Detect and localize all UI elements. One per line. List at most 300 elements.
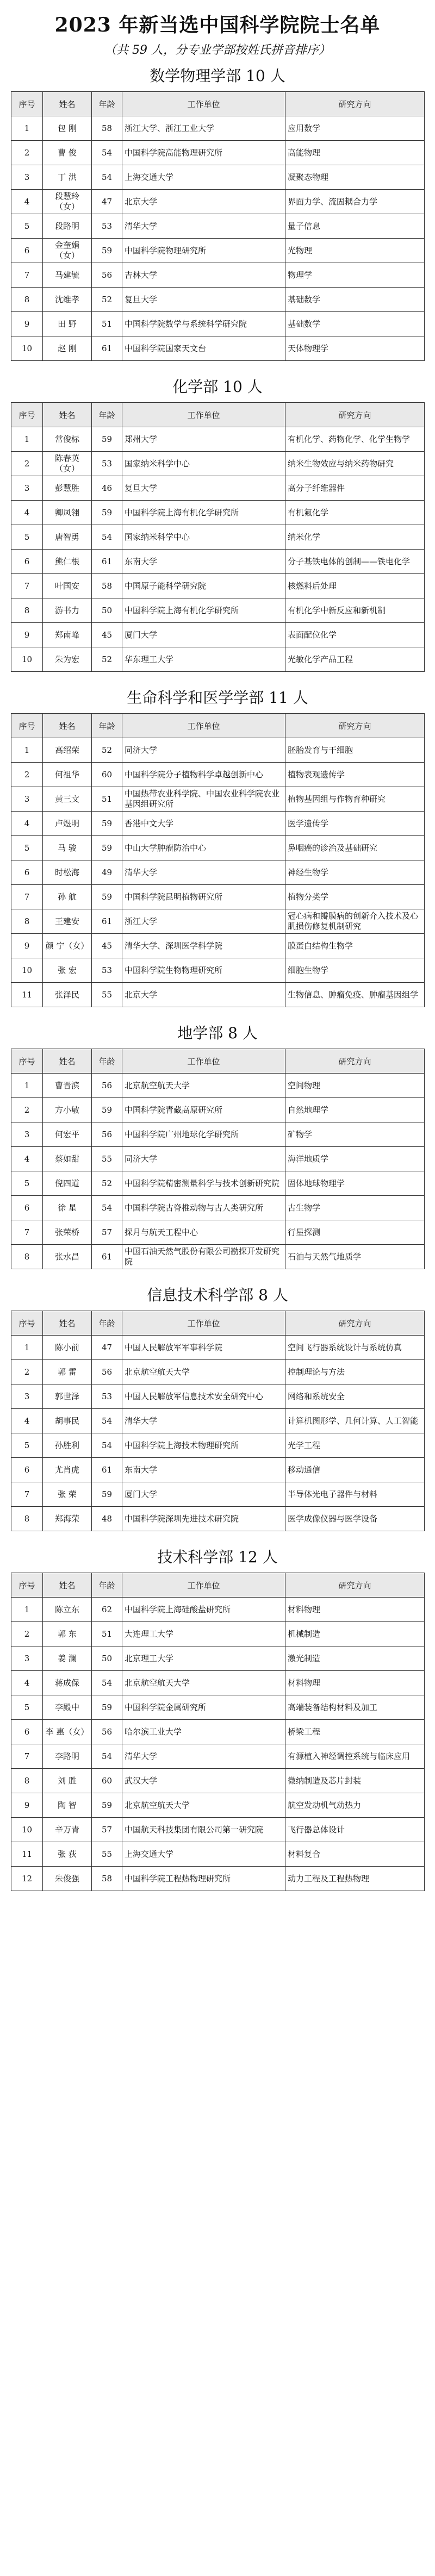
cell-field: 海洋地质学: [285, 1147, 425, 1171]
cell-age: 49: [92, 860, 122, 885]
cell-name: 田 野: [43, 312, 92, 336]
cell-index: 3: [11, 1122, 43, 1147]
cell-age: 52: [92, 288, 122, 312]
cell-index: 6: [11, 1720, 43, 1744]
cell-index: 1: [11, 116, 43, 141]
cell-index: 7: [11, 574, 43, 598]
cell-institution: 北京航空航天大学: [122, 1074, 285, 1098]
cell-age: 54: [92, 1409, 122, 1433]
cell-age: 59: [92, 1695, 122, 1720]
cell-field: 空间物理: [285, 1074, 425, 1098]
cell-age: 56: [92, 263, 122, 288]
cell-institution: 国家纳米科学中心: [122, 452, 285, 476]
cell-index: 5: [11, 1695, 43, 1720]
cell-age: 47: [92, 190, 122, 214]
cell-name: 颜 宁（女）: [43, 934, 92, 958]
table-row: [11, 214, 425, 239]
cell-name: 张 荣: [43, 1482, 92, 1507]
table-row: [11, 312, 425, 336]
cell-field: 移动通信: [285, 1458, 425, 1482]
table-row: [11, 1507, 425, 1531]
cell-institution: 中国科学院精密测量科学与技术创新研究院: [122, 1171, 285, 1196]
cell-institution: 北京大学: [122, 190, 285, 214]
cell-field: 量子信息: [285, 214, 425, 239]
cell-age: 61: [92, 909, 122, 934]
table-row: [11, 647, 425, 672]
cell-index: 3: [11, 1646, 43, 1671]
cell-name: 张水昌: [43, 1245, 92, 1269]
cell-index: 8: [11, 909, 43, 934]
column-header-institution: 工作单位: [122, 1573, 285, 1598]
cell-age: 62: [92, 1598, 122, 1622]
cell-age: 59: [92, 885, 122, 909]
table-row: [11, 501, 425, 525]
cell-field: 有机氟化学: [285, 501, 425, 525]
section: [11, 1283, 424, 1531]
cell-name: 金奎娟（女）: [43, 239, 92, 263]
cell-field: 材料物理: [285, 1598, 425, 1622]
cell-index: 8: [11, 288, 43, 312]
cell-index: 6: [11, 239, 43, 263]
column-header-name: 姓名: [43, 403, 92, 427]
cell-name: 辛万青: [43, 1818, 92, 1842]
column-header-index: 序号: [11, 403, 43, 427]
cell-institution: 中国科学院青藏高原研究所: [122, 1098, 285, 1122]
academician-table: [11, 91, 425, 361]
cell-institution: 复旦大学: [122, 476, 285, 501]
cell-age: 53: [92, 958, 122, 983]
cell-name: 陈立东: [43, 1598, 92, 1622]
table-row: [11, 958, 425, 983]
cell-index: 4: [11, 190, 43, 214]
cell-institution: 中国科学院金属研究所: [122, 1695, 285, 1720]
cell-institution: 国家纳米科学中心: [122, 525, 285, 550]
cell-field: 胚胎发育与干细胞: [285, 738, 425, 763]
column-header-index: 序号: [11, 1311, 43, 1336]
cell-field: 矿物学: [285, 1122, 425, 1147]
academician-table: [11, 402, 425, 672]
cell-field: 应用数学: [285, 116, 425, 141]
cell-name: 张泽民: [43, 983, 92, 1007]
cell-institution: 中国科学院分子植物科学卓越创新中心: [122, 763, 285, 787]
table-row: [11, 787, 425, 812]
cell-field: 鼻咽癌的诊治及基础研究: [285, 836, 425, 860]
cell-name: 马 骏: [43, 836, 92, 860]
cell-name: 王建安: [43, 909, 92, 934]
cell-age: 48: [92, 1507, 122, 1531]
cell-age: 53: [92, 214, 122, 239]
academician-table: [11, 1573, 425, 1891]
cell-index: 6: [11, 860, 43, 885]
cell-index: 1: [11, 1336, 43, 1360]
cell-index: 2: [11, 1098, 43, 1122]
cell-age: 57: [92, 1818, 122, 1842]
cell-index: 3: [11, 1384, 43, 1409]
cell-institution: 清华大学、深圳医学科学院: [122, 934, 285, 958]
cell-field: 半导体光电子器件与材料: [285, 1482, 425, 1507]
cell-name: 郑南峰: [43, 623, 92, 647]
cell-field: 医学遗传学: [285, 812, 425, 836]
cell-name: 张 荻: [43, 1842, 92, 1867]
cell-index: 10: [11, 958, 43, 983]
cell-age: 51: [92, 312, 122, 336]
cell-index: 3: [11, 165, 43, 190]
cell-age: 58: [92, 1867, 122, 1891]
cell-age: 59: [92, 1098, 122, 1122]
cell-age: 59: [92, 427, 122, 452]
cell-age: 59: [92, 1793, 122, 1818]
cell-name: 包 刚: [43, 116, 92, 141]
cell-index: 9: [11, 934, 43, 958]
cell-institution: 北京航空航天大学: [122, 1671, 285, 1695]
cell-institution: 北京航空航天大学: [122, 1793, 285, 1818]
table-row: [11, 1409, 425, 1433]
cell-institution: 中国热带农业科学院、中国农业科学院农业基因组研究所: [122, 787, 285, 812]
column-header-age: 年龄: [92, 1049, 122, 1074]
table-row: [11, 598, 425, 623]
cell-institution: 中国航天科技集团有限公司第一研究院: [122, 1818, 285, 1842]
cell-institution: 复旦大学: [122, 288, 285, 312]
cell-institution: 吉林大学: [122, 263, 285, 288]
cell-index: 10: [11, 1818, 43, 1842]
section-title: 地学部 8 人: [177, 1024, 258, 1042]
cell-index: 1: [11, 427, 43, 452]
cell-age: 46: [92, 476, 122, 501]
table-row: [11, 1598, 425, 1622]
cell-name: 张 宏: [43, 958, 92, 983]
cell-name: 常俊标: [43, 427, 92, 452]
cell-name: 蒋成保: [43, 1671, 92, 1695]
cell-institution: 中山大学肿瘤防治中心: [122, 836, 285, 860]
table-row: [11, 263, 425, 288]
column-header-name: 姓名: [43, 1573, 92, 1598]
section: [11, 375, 424, 672]
academician-table: [11, 1311, 425, 1531]
cell-name: 郑海荣: [43, 1507, 92, 1531]
cell-index: 10: [11, 336, 43, 361]
table-row: [11, 427, 425, 452]
table-row: [11, 1818, 425, 1842]
cell-institution: 中国科学院上海技术物理研究所: [122, 1433, 285, 1458]
cell-index: 8: [11, 1507, 43, 1531]
cell-institution: 北京大学: [122, 983, 285, 1007]
cell-field: 光敏化学产品工程: [285, 647, 425, 672]
cell-age: 54: [92, 1433, 122, 1458]
cell-name: 郭世泽: [43, 1384, 92, 1409]
cell-name: 陶 智: [43, 1793, 92, 1818]
cell-name: 胡事民: [43, 1409, 92, 1433]
cell-name: 刘 胜: [43, 1769, 92, 1793]
cell-index: 12: [11, 1867, 43, 1891]
cell-institution: 厦门大学: [122, 1482, 285, 1507]
column-header-field: 研究方向: [285, 714, 425, 738]
column-header-name: 姓名: [43, 1049, 92, 1074]
table-row: [11, 1793, 425, 1818]
cell-field: 行星探测: [285, 1220, 425, 1245]
table-row: [11, 190, 425, 214]
cell-index: 7: [11, 1744, 43, 1769]
table-row: [11, 165, 425, 190]
cell-field: 光物理: [285, 239, 425, 263]
table-row: [11, 1671, 425, 1695]
cell-institution: 中国科学院工程热物理研究所: [122, 1867, 285, 1891]
cell-institution: 哈尔滨工业大学: [122, 1720, 285, 1744]
cell-name: 何祖华: [43, 763, 92, 787]
page-title: 2023 年新当选中国科学院院士名单: [54, 14, 381, 36]
table-row: [11, 1769, 425, 1793]
cell-index: 9: [11, 312, 43, 336]
cell-institution: 武汉大学: [122, 1769, 285, 1793]
cell-field: 天体物理学: [285, 336, 425, 361]
academician-table: [11, 713, 425, 1007]
column-header-institution: 工作单位: [122, 1049, 285, 1074]
table-row: [11, 1384, 425, 1409]
cell-age: 55: [92, 1147, 122, 1171]
cell-field: 有机化学、药物化学、化学生物学: [285, 427, 425, 452]
cell-age: 54: [92, 141, 122, 165]
cell-index: 8: [11, 1245, 43, 1269]
table-row: [11, 1458, 425, 1482]
cell-index: 5: [11, 836, 43, 860]
table-header-row: [11, 1049, 425, 1074]
cell-institution: 同济大学: [122, 738, 285, 763]
cell-field: 有机化学中新反应和新机制: [285, 598, 425, 623]
section-title: 技术科学部 12 人: [157, 1548, 278, 1566]
cell-age: 54: [92, 1196, 122, 1220]
cell-institution: 中国科学院深圳先进技术研究院: [122, 1507, 285, 1531]
cell-field: 航空发动机气动热力: [285, 1793, 425, 1818]
cell-age: 56: [92, 1074, 122, 1098]
cell-field: 冠心病和瓣膜病的创新介入技术及心肌损伤修复机制研究: [285, 909, 425, 934]
academician-table: [11, 1049, 425, 1269]
cell-field: 材料物理: [285, 1671, 425, 1695]
cell-age: 59: [92, 1482, 122, 1507]
cell-index: 4: [11, 1147, 43, 1171]
cell-field: 固体地球物理学: [285, 1171, 425, 1196]
table-row: [11, 623, 425, 647]
cell-age: 56: [92, 1360, 122, 1384]
cell-index: 4: [11, 1671, 43, 1695]
table-header-row: [11, 1311, 425, 1336]
section-title: 数学物理学部 10 人: [150, 67, 285, 85]
cell-age: 54: [92, 525, 122, 550]
section: [11, 1545, 424, 1891]
cell-field: 控制理论与方法: [285, 1360, 425, 1384]
cell-name: 卢煜明: [43, 812, 92, 836]
cell-name: 陈春英（女）: [43, 452, 92, 476]
column-header-institution: 工作单位: [122, 1311, 285, 1336]
cell-index: 7: [11, 1220, 43, 1245]
table-row: [11, 1220, 425, 1245]
cell-name: 郭 雷: [43, 1360, 92, 1384]
cell-name: 丁 洪: [43, 165, 92, 190]
cell-age: 52: [92, 1171, 122, 1196]
column-header-name: 姓名: [43, 92, 92, 116]
column-header-field: 研究方向: [285, 1049, 425, 1074]
column-header-field: 研究方向: [285, 403, 425, 427]
cell-index: 7: [11, 263, 43, 288]
cell-age: 51: [92, 1622, 122, 1646]
section: [11, 1021, 424, 1269]
cell-institution: 中国科学院古脊椎动物与古人类研究所: [122, 1196, 285, 1220]
cell-name: 段路明: [43, 214, 92, 239]
cell-name: 李 惠（女）: [43, 1720, 92, 1744]
cell-field: 医学成像仪器与医学设备: [285, 1507, 425, 1531]
cell-age: 61: [92, 550, 122, 574]
cell-institution: 清华大学: [122, 1409, 285, 1433]
cell-field: 物理学: [285, 263, 425, 288]
cell-index: 11: [11, 1842, 43, 1867]
table-row: [11, 239, 425, 263]
column-header-age: 年龄: [92, 403, 122, 427]
cell-name: 孙胜利: [43, 1433, 92, 1458]
table-row: [11, 574, 425, 598]
cell-field: 计算机图形学、几何计算、人工智能: [285, 1409, 425, 1433]
cell-age: 58: [92, 574, 122, 598]
cell-index: 2: [11, 452, 43, 476]
cell-name: 卿凤翎: [43, 501, 92, 525]
cell-name: 蔡如甜: [43, 1147, 92, 1171]
cell-index: 1: [11, 1598, 43, 1622]
cell-index: 5: [11, 1433, 43, 1458]
cell-index: 4: [11, 501, 43, 525]
cell-name: 曹 俊: [43, 141, 92, 165]
table-row: [11, 860, 425, 885]
table-header-row: [11, 1573, 425, 1598]
cell-index: 8: [11, 598, 43, 623]
section-title: 化学部 10 人: [172, 378, 263, 396]
cell-field: 基础数学: [285, 288, 425, 312]
table-row: [11, 1867, 425, 1891]
cell-field: 神经生物学: [285, 860, 425, 885]
cell-age: 55: [92, 1842, 122, 1867]
cell-age: 55: [92, 983, 122, 1007]
section: [11, 64, 424, 361]
cell-institution: 清华大学: [122, 214, 285, 239]
table-row: [11, 836, 425, 860]
cell-institution: 中国科学院物理研究所: [122, 239, 285, 263]
table-row: [11, 885, 425, 909]
cell-field: 网络和系统安全: [285, 1384, 425, 1409]
table-row: [11, 1695, 425, 1720]
cell-field: 桥梁工程: [285, 1720, 425, 1744]
column-header-index: 序号: [11, 92, 43, 116]
column-header-index: 序号: [11, 1049, 43, 1074]
table-row: [11, 909, 425, 934]
cell-index: 8: [11, 1769, 43, 1793]
cell-field: 自然地理学: [285, 1098, 425, 1122]
column-header-field: 研究方向: [285, 1311, 425, 1336]
cell-institution: 北京航空航天大学: [122, 1360, 285, 1384]
cell-name: 徐 星: [43, 1196, 92, 1220]
cell-index: 2: [11, 1622, 43, 1646]
cell-field: 高端装备结构材料及加工: [285, 1695, 425, 1720]
cell-name: 黄三文: [43, 787, 92, 812]
cell-institution: 中国科学院国家天文台: [122, 336, 285, 361]
cell-index: 10: [11, 647, 43, 672]
cell-institution: 中国科学院生物物理研究所: [122, 958, 285, 983]
column-header-age: 年龄: [92, 1573, 122, 1598]
table-row: [11, 1147, 425, 1171]
cell-field: 生物信息、肿瘤免疫、肿瘤基因组学: [285, 983, 425, 1007]
cell-age: 54: [92, 165, 122, 190]
cell-field: 细胞生物学: [285, 958, 425, 983]
cell-institution: 浙江大学: [122, 909, 285, 934]
cell-field: 微纳制造及芯片封装: [285, 1769, 425, 1793]
table-row: [11, 116, 425, 141]
table-row: [11, 934, 425, 958]
cell-age: 51: [92, 787, 122, 812]
cell-index: 4: [11, 812, 43, 836]
cell-name: 游书力: [43, 598, 92, 623]
table-row: [11, 1622, 425, 1646]
cell-index: 1: [11, 738, 43, 763]
cell-field: 凝聚态物理: [285, 165, 425, 190]
cell-age: 59: [92, 812, 122, 836]
table-row: [11, 1196, 425, 1220]
cell-field: 机械制造: [285, 1622, 425, 1646]
cell-age: 47: [92, 1336, 122, 1360]
cell-name: 张荣桥: [43, 1220, 92, 1245]
table-row: [11, 1336, 425, 1360]
cell-index: 3: [11, 787, 43, 812]
cell-index: 11: [11, 983, 43, 1007]
cell-name: 沈维孝: [43, 288, 92, 312]
cell-institution: 同济大学: [122, 1147, 285, 1171]
table-row: [11, 763, 425, 787]
cell-age: 61: [92, 1245, 122, 1269]
cell-field: 石油与天然气地质学: [285, 1245, 425, 1269]
column-header-institution: 工作单位: [122, 714, 285, 738]
cell-age: 61: [92, 336, 122, 361]
cell-age: 52: [92, 647, 122, 672]
column-header-institution: 工作单位: [122, 403, 285, 427]
cell-institution: 香港中文大学: [122, 812, 285, 836]
cell-institution: 清华大学: [122, 1744, 285, 1769]
cell-institution: 东南大学: [122, 1458, 285, 1482]
cell-field: 空间飞行器系统设计与系统仿真: [285, 1336, 425, 1360]
cell-field: 核燃料后处理: [285, 574, 425, 598]
cell-age: 45: [92, 934, 122, 958]
cell-institution: 中国人民解放军军事科学院: [122, 1336, 285, 1360]
cell-index: 1: [11, 1074, 43, 1098]
cell-field: 植物分类学: [285, 885, 425, 909]
cell-institution: 中国科学院昆明植物研究所: [122, 885, 285, 909]
column-header-age: 年龄: [92, 1311, 122, 1336]
table-row: [11, 1482, 425, 1507]
cell-name: 段慧玲（女）: [43, 190, 92, 214]
cell-field: 有源植入神经调控系统与临床应用: [285, 1744, 425, 1769]
section: [11, 686, 424, 1007]
table-row: [11, 1245, 425, 1269]
cell-institution: 中国石油天然气股份有限公司勘探开发研究院: [122, 1245, 285, 1269]
column-header-name: 姓名: [43, 714, 92, 738]
cell-institution: 华东理工大学: [122, 647, 285, 672]
column-header-age: 年龄: [92, 714, 122, 738]
cell-institution: 上海交通大学: [122, 165, 285, 190]
cell-field: 基础数学: [285, 312, 425, 336]
cell-age: 60: [92, 763, 122, 787]
table-row: [11, 1744, 425, 1769]
table-row: [11, 1122, 425, 1147]
cell-institution: 大连理工大学: [122, 1622, 285, 1646]
table-row: [11, 1074, 425, 1098]
table-row: [11, 525, 425, 550]
cell-field: 表面配位化学: [285, 623, 425, 647]
cell-institution: 中国科学院上海硅酸盐研究所: [122, 1598, 285, 1622]
column-header-age: 年龄: [92, 92, 122, 116]
cell-index: 3: [11, 476, 43, 501]
